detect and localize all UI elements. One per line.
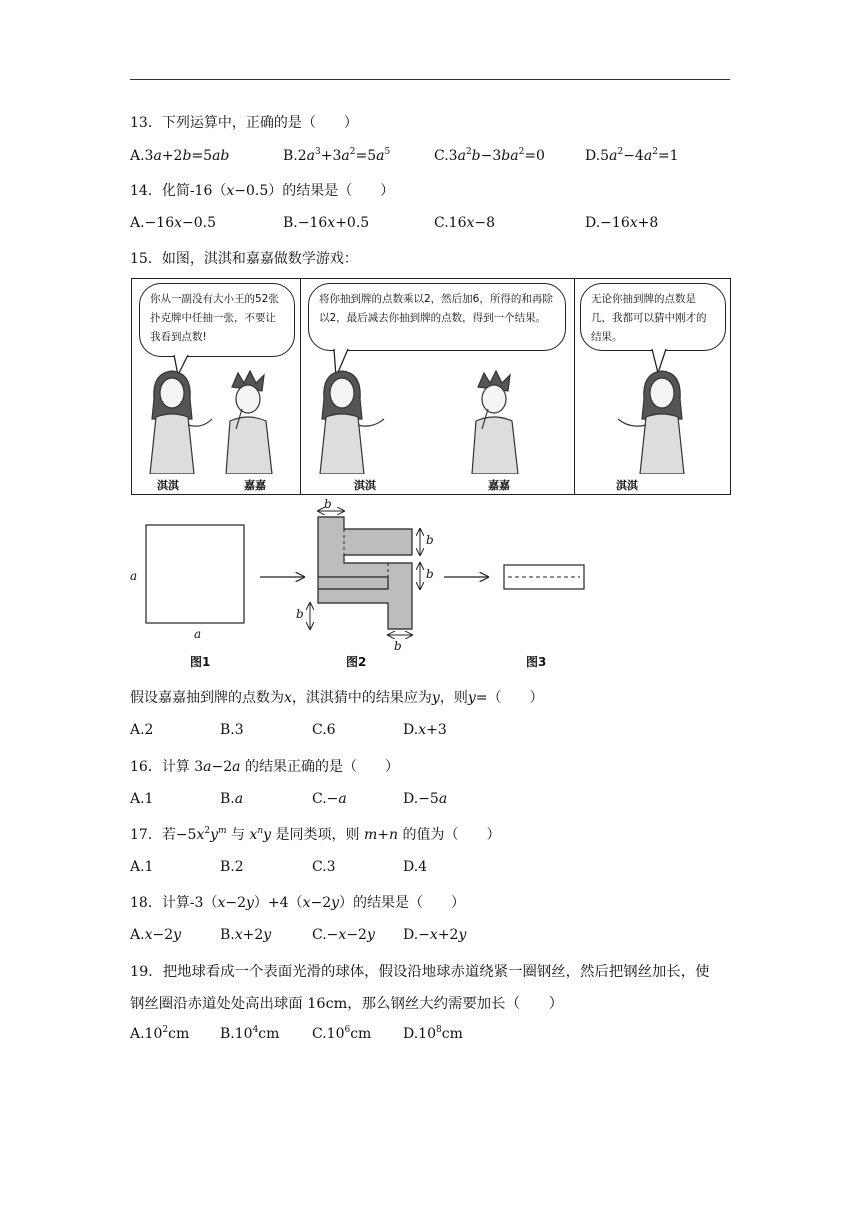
side-label-b: b — [296, 607, 304, 621]
side-label-a: a — [130, 569, 138, 583]
boy-figure-icon — [226, 371, 272, 474]
side-label-b: b — [394, 639, 402, 653]
caption-qiqi: 淇淇 — [157, 479, 179, 492]
girl-figure-icon — [618, 371, 684, 474]
q13-stem: 13．下列运算中，正确的是（ ） — [130, 115, 358, 131]
q15-option-b[interactable]: B.3 — [220, 722, 244, 738]
q19-option-a[interactable]: $A.10^2cm$ — [130, 1025, 190, 1042]
girl-figure-icon — [150, 371, 212, 474]
q17-stem: 17．若$-5x^2y^m$ 与 $x^ny$ 是同类项，则 m+n 的值为（ ） — [130, 826, 501, 843]
q19-option-c[interactable]: $C.10^6cm$ — [312, 1025, 372, 1042]
q18-option-b[interactable]: B.x+2y — [220, 927, 272, 943]
q14-option-c[interactable]: C.16x−8 — [434, 215, 496, 231]
caption-qiqi: 淇淇 — [616, 479, 638, 492]
square-figure — [146, 525, 244, 623]
side-label-b: b — [426, 567, 434, 581]
comic-strip — [131, 278, 731, 495]
q13-option-c[interactable]: $C.3a^2b-3ba^2=0$ — [434, 147, 545, 164]
q15-option-d[interactable]: D.x+3 — [403, 722, 447, 738]
q17-option-b[interactable]: B.2 — [220, 859, 244, 875]
q14-option-d[interactable]: D.−16x+8 — [585, 215, 659, 231]
caption-jiajia: 嘉嘉 — [488, 479, 510, 492]
q18-stem: 18．计算-3（x−2y）+4（x−2y）的结果是（ ） — [130, 895, 466, 911]
q17-option-d[interactable]: D.4 — [403, 859, 428, 875]
side-label-a: a — [194, 627, 202, 641]
figure-2-caption: 图2 — [346, 655, 367, 669]
q18-option-a[interactable]: A.x−2y — [130, 927, 182, 943]
q18-option-c[interactable]: C.−x−2y — [312, 927, 375, 943]
q18-option-d[interactable]: D.−x+2y — [403, 927, 467, 943]
q14-stem: 14．化简-16（x−0.5）的结果是（ ） — [130, 183, 395, 199]
boy-figure-icon — [472, 371, 518, 474]
caption-qiqi: 淇淇 — [354, 479, 376, 492]
q13-option-d[interactable]: $D.5a^2-4a^2=1$ — [585, 147, 679, 164]
q16-option-b[interactable]: B.a — [220, 791, 244, 807]
q19-option-b[interactable]: $B.10^4cm$ — [220, 1025, 280, 1042]
q16-stem: 16．计算 3a−2a 的结果正确的是（ ） — [130, 759, 399, 775]
q16-option-d[interactable]: D.−5a — [403, 791, 448, 807]
speech-bubble-3: 无论你抽到牌的点数是几，我都可以猜中刚才的结果。 — [580, 283, 726, 351]
q13-option-a[interactable]: A.3a+2b=5ab — [130, 148, 230, 164]
speech-bubble-1: 你从一副没有大小王的52张扑克牌中任抽一张，不要让我看到点数! — [139, 283, 295, 357]
q15-option-c[interactable]: C.6 — [312, 722, 336, 738]
side-label-b: b — [324, 497, 332, 511]
caption-jiajia: 嘉嘉 — [244, 479, 266, 492]
q14-option-b[interactable]: B.−16x+0.5 — [283, 215, 370, 231]
q19-stem-line-2: 钢丝圈沿赤道处处高出球面 16cm，那么钢丝大约需要加长（ ） — [130, 996, 564, 1012]
q15-follow-up: 假设嘉嘉抽到牌的点数为x，淇淇猜中的结果应为y，则y=（ ） — [130, 690, 544, 706]
q13-option-b[interactable]: $B.2a^3+3a^2=5a^5$ — [283, 147, 391, 164]
side-label-b: b — [426, 533, 434, 547]
q16-option-c[interactable]: C.−a — [312, 791, 347, 807]
figure-3-caption: 图3 — [526, 655, 547, 669]
geometry-figures — [128, 497, 608, 675]
q17-option-a[interactable]: A.1 — [130, 859, 154, 875]
q19-option-d[interactable]: $D.10^8cm$ — [403, 1025, 463, 1042]
q15-option-a[interactable]: A.2 — [130, 722, 154, 738]
comic-characters — [132, 369, 732, 474]
header-rule — [130, 79, 730, 80]
speech-bubble-2: 将你抽到牌的点数乘以2，然后加6，所得的和再除以2，最后减去你抽到牌的点数，得到一个结果。 — [308, 283, 566, 351]
s-shape-figure — [318, 517, 412, 629]
figure-1-caption: 图1 — [190, 655, 211, 669]
q17-option-c[interactable]: C.3 — [312, 859, 336, 875]
q19-stem-line-1: 19．把地球看成一个表面光滑的球体，假设沿地球赤道绕紧一圈钢丝，然后把钢丝加长，使 — [130, 964, 710, 980]
q15-stem: 15．如图，淇淇和嘉嘉做数学游戏： — [130, 251, 358, 267]
q16-option-a[interactable]: A.1 — [130, 791, 154, 807]
q14-option-a[interactable]: A.−16x−0.5 — [130, 215, 217, 231]
girl-figure-icon — [320, 371, 384, 474]
